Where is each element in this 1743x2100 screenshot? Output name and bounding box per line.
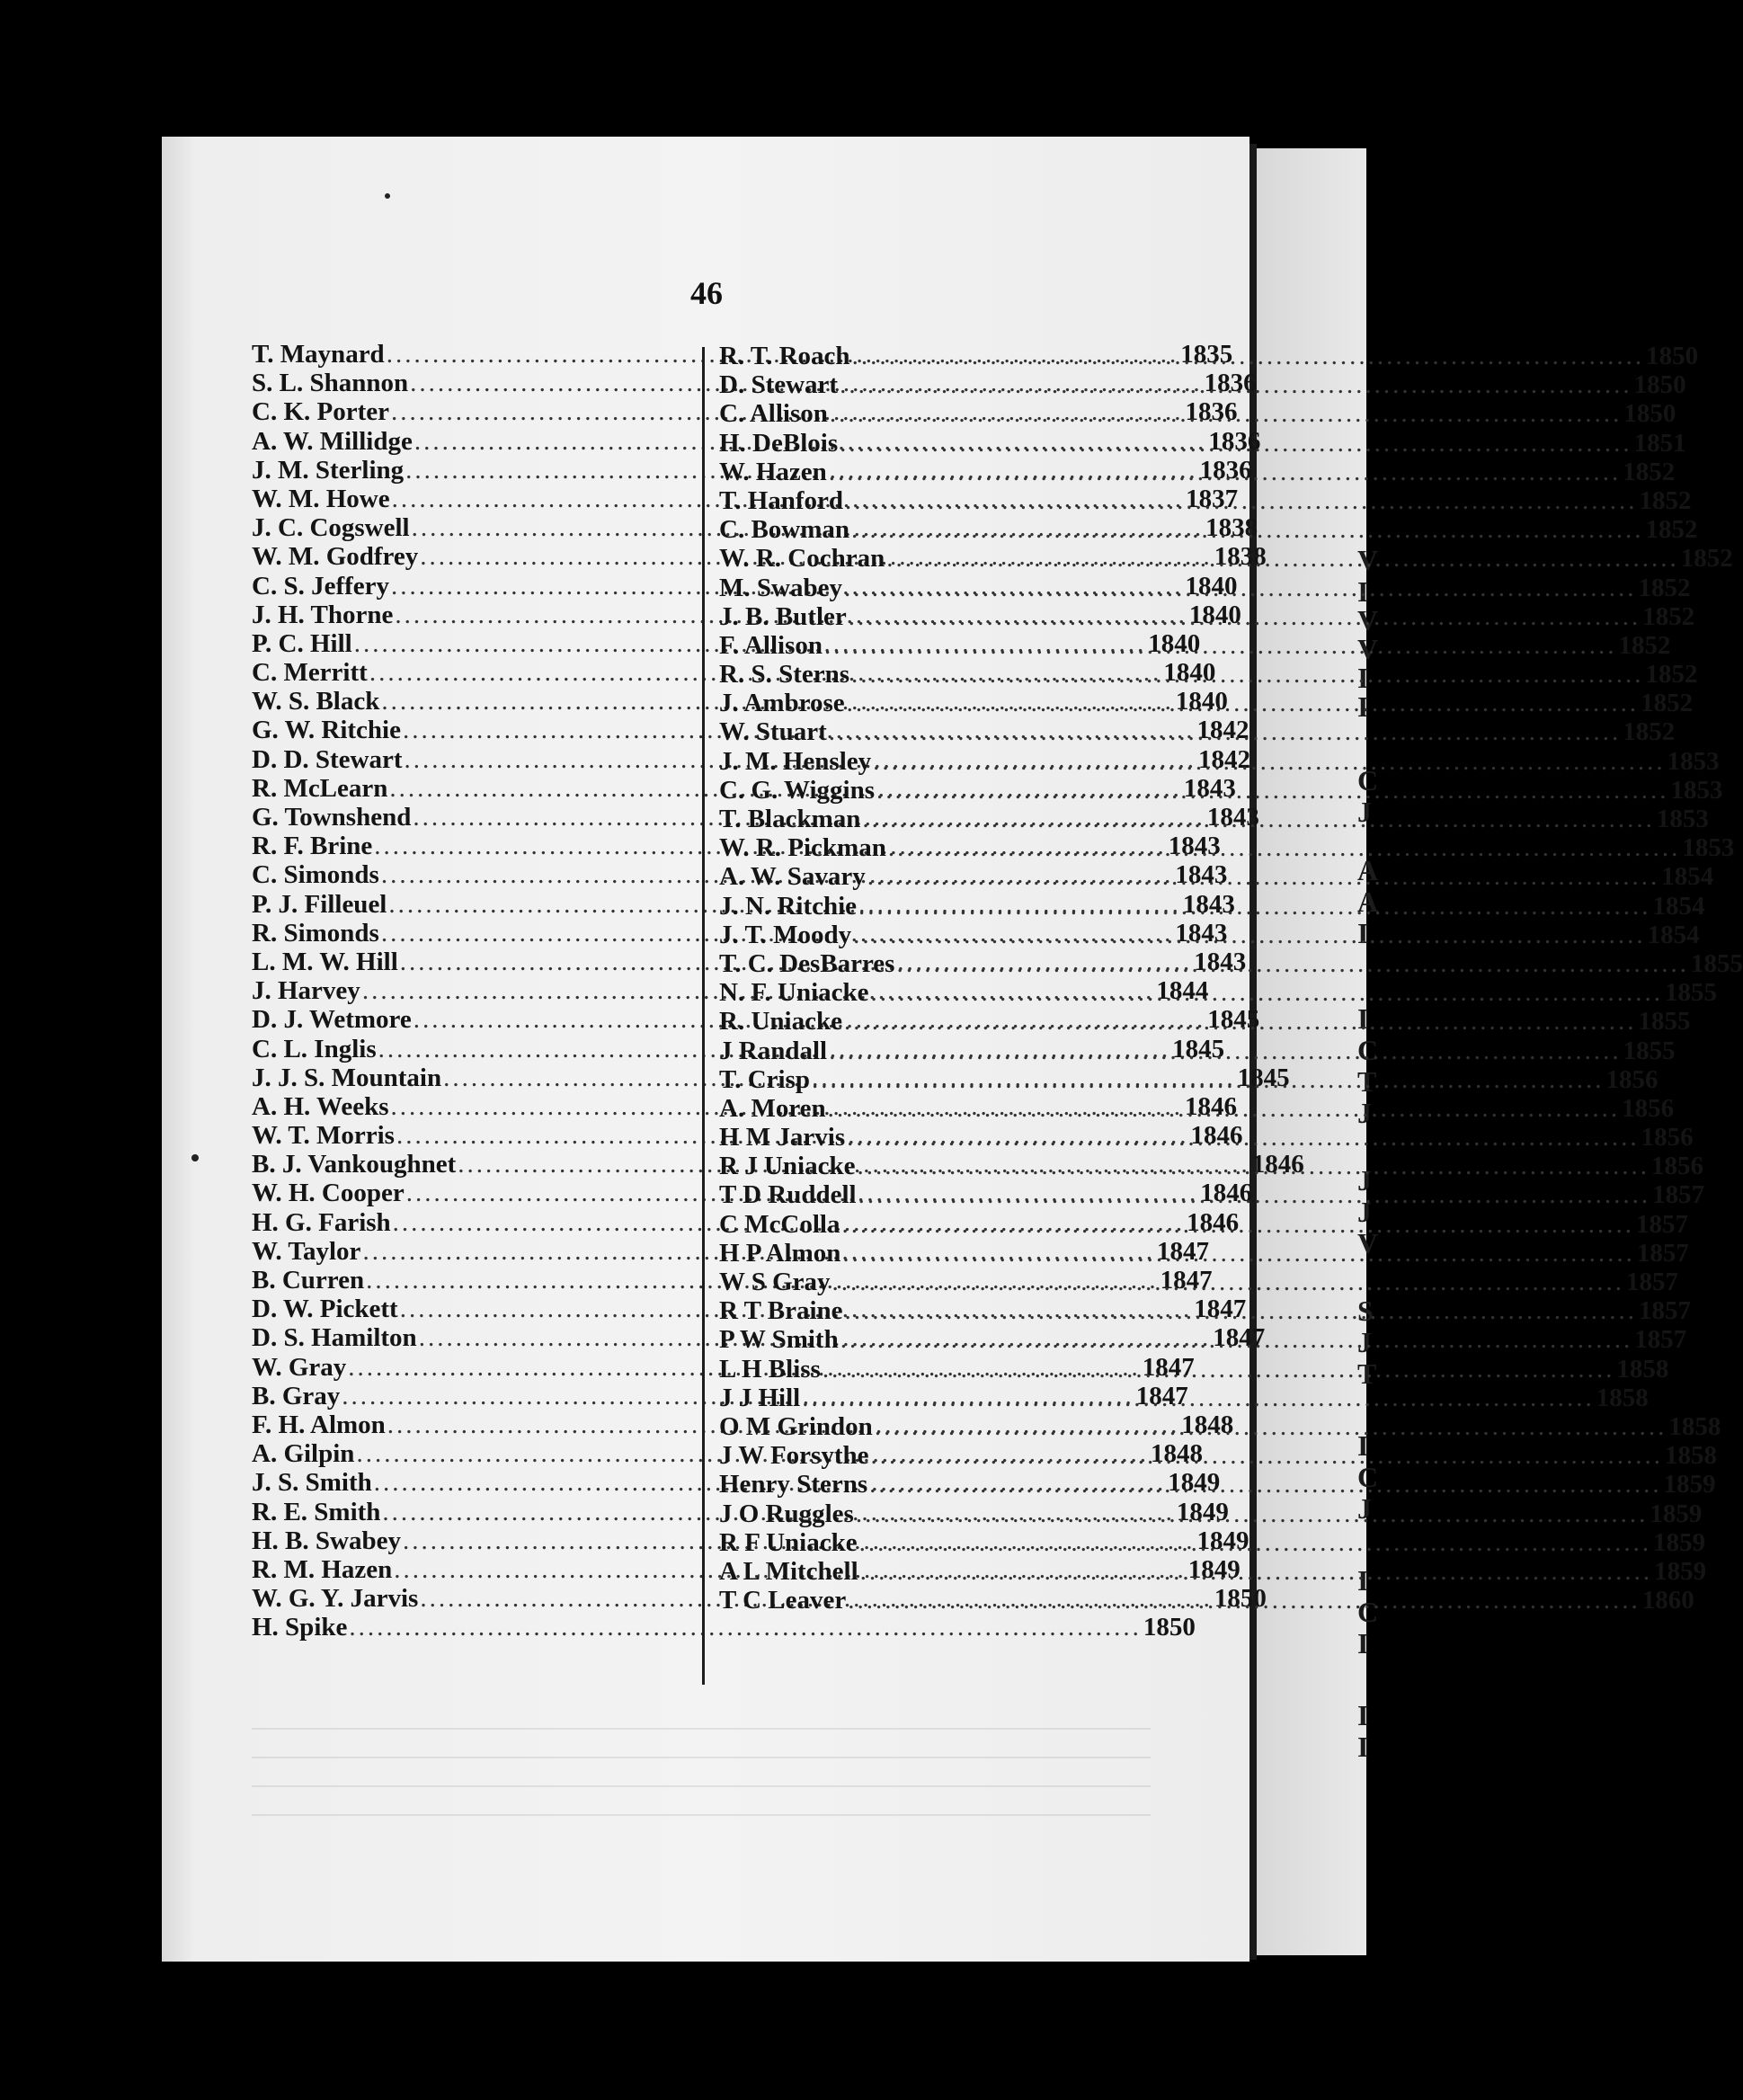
entry-name: B. J. Vankoughnet (252, 1150, 457, 1179)
dot-leader (875, 1412, 1667, 1442)
entry-name: L H Bliss (719, 1354, 821, 1384)
adjacent-page-glyph: J (1357, 1164, 1372, 1197)
dot-leader (862, 805, 1655, 834)
page-number: 46 (690, 275, 723, 311)
dot-leader (888, 833, 1681, 863)
entry-year: 1853 (1682, 833, 1735, 863)
dot-leader (844, 1007, 1637, 1037)
entry-name: C. K. Porter (252, 397, 389, 427)
list-item (252, 1613, 1196, 1642)
adjacent-page-glyph: C (1357, 1461, 1379, 1493)
dot-leader (840, 370, 1632, 400)
entry-name: C. L. Inglis (252, 1034, 377, 1063)
adjacent-page-glyph: J (1357, 796, 1372, 828)
entry-name: D. S. Hamilton (252, 1323, 417, 1353)
entry-name: H P Almon (719, 1238, 841, 1268)
entry-name: J. M. Hensley (719, 746, 872, 776)
entry-year: 1849 (1168, 1468, 1221, 1498)
adjacent-page-glyph: J (1357, 1326, 1372, 1358)
adjacent-page-glyph: C (1357, 764, 1379, 796)
entry-year: 1858 (1664, 1441, 1717, 1471)
dot-leader (886, 544, 1679, 574)
dot-leader (856, 1499, 1649, 1529)
adjacent-page-glyph: T (1357, 1065, 1377, 1098)
entry-year: 1836 (1185, 397, 1238, 427)
entry-name: C. Simonds (252, 860, 379, 890)
entry-name: C. G. Wiggins (719, 775, 875, 805)
entry-name: J W Forsythe (719, 1441, 869, 1471)
entry-name: B. Gray (252, 1381, 341, 1410)
entry-name: N. F. Uniacke (719, 978, 869, 1008)
entry-year: 1853 (1667, 746, 1720, 776)
entry-name: R T Braine (719, 1296, 843, 1326)
entry-year: 1838 (1214, 542, 1267, 572)
entry-name: T. Crisp (719, 1064, 810, 1094)
entry-name: C. Merritt (252, 658, 368, 688)
entry-year: 1843 (1206, 803, 1259, 832)
entry-year: 1847 (1194, 1295, 1247, 1324)
entry-name: J. S. Smith (252, 1468, 372, 1498)
entry-name: A. H. Weeks (252, 1091, 389, 1121)
dot-leader (873, 744, 1666, 777)
dot-leader (847, 1123, 1640, 1152)
entry-year: 1852 (1618, 630, 1671, 660)
entry-name: F. H. Almon (252, 1410, 386, 1439)
entry-year: 1855 (1690, 948, 1743, 978)
entry-name: R. M. Hazen (252, 1554, 393, 1584)
entry-name: A L Mitchell (719, 1556, 858, 1586)
entry-name: C. S. Jeffery (252, 571, 390, 601)
entry-year: 1838 (1205, 513, 1258, 543)
dot-leader (845, 1296, 1638, 1326)
adjacent-page-glyph: C (1357, 1034, 1379, 1066)
entry-year: 1854 (1647, 920, 1700, 949)
entry-name: D. D. Stewart (252, 744, 403, 774)
entry-year: 1850 (1633, 370, 1686, 400)
dot-leader (848, 1586, 1641, 1615)
entry-year: 1850 (1646, 342, 1699, 370)
entry-name: T. C. DesBarres (719, 948, 895, 978)
entry-name: S. L. Shannon (252, 369, 409, 398)
entry-name: J. M. Sterling (252, 455, 405, 485)
entry-year: 1843 (1175, 860, 1228, 890)
entry-year: 1855 (1623, 1036, 1676, 1065)
entry-year: 1836 (1208, 426, 1261, 456)
entry-name: R. T. Roach (719, 342, 850, 370)
entry-year: 1846 (1200, 1179, 1253, 1208)
adjacent-page-glyph: V (1357, 1227, 1379, 1259)
adjacent-page-glyph: I (1357, 662, 1369, 694)
entry-year: 1846 (1190, 1121, 1243, 1151)
entry-name: W. Hazen (719, 457, 827, 486)
dot-leader (858, 889, 1651, 921)
entry-name: H. DeBlois (719, 428, 839, 458)
entry-year: 1846 (1251, 1150, 1304, 1179)
entry-name: T C Leaver (719, 1586, 847, 1615)
entry-year: 1857 (1639, 1296, 1692, 1326)
entry-year: 1850 (1214, 1584, 1267, 1614)
entry-name: B. Curren (252, 1266, 365, 1295)
entry-year: 1840 (1175, 687, 1228, 716)
entry-year: 1842 (1196, 716, 1249, 745)
dot-leader (830, 399, 1623, 429)
entry-name: W. M. Godfrey (252, 542, 419, 572)
entry-year: 1843 (1182, 889, 1235, 919)
entry-name: F. Allison (719, 630, 823, 660)
dot-leader (857, 1152, 1650, 1181)
entry-year: 1848 (1150, 1439, 1203, 1469)
entry-name: A. Gilpin (252, 1439, 355, 1469)
entry-name: Henry Sterns (719, 1470, 868, 1499)
entry-year: 1852 (1639, 485, 1692, 515)
dot-leader (869, 1470, 1662, 1499)
dot-leader (845, 486, 1638, 516)
entry-year: 1859 (1663, 1470, 1716, 1499)
entry-year: 1851 (1633, 428, 1686, 458)
entry-year: 1853 (1670, 775, 1723, 805)
entry-name: C. Bowman (719, 515, 850, 545)
entry-year: 1855 (1638, 1007, 1691, 1037)
dot-leader (860, 1554, 1653, 1587)
entry-year: 1847 (1213, 1323, 1266, 1353)
entry-year: 1852 (1641, 689, 1694, 718)
entry-year: 1846 (1187, 1207, 1240, 1237)
ink-speck (385, 193, 390, 199)
entry-year: 1840 (1148, 628, 1201, 658)
entry-name: D. W. Pickett (252, 1295, 398, 1324)
dot-leader (853, 918, 1646, 950)
dot-leader (876, 773, 1669, 805)
entry-name: W. S. Black (252, 687, 380, 716)
entry-name: L. M. W. Hill (252, 947, 398, 976)
dot-leader (829, 1034, 1622, 1066)
dot-leader (847, 689, 1640, 718)
entry-name: M. Swabey (719, 573, 842, 602)
entry-name: R. F. Brine (252, 832, 373, 861)
entry-year: 1854 (1652, 891, 1705, 921)
entry-name: D. J. Wetmore (252, 1005, 412, 1035)
entry-name: D. Stewart (719, 370, 839, 400)
entry-name: J. J. S. Mountain (252, 1063, 442, 1092)
entry-name: R. E. Smith (252, 1497, 381, 1526)
entry-name: O M Grindon (719, 1411, 873, 1441)
dot-leader (844, 571, 1637, 603)
entry-name: W. R. Cochran (719, 544, 885, 574)
entry-year: 1845 (1172, 1034, 1225, 1063)
entry-name: R. Uniacke (719, 1007, 842, 1037)
entry-name: W. Stuart (719, 717, 827, 747)
entry-name: G. W. Ritchie (252, 716, 401, 745)
entry-year: 1836 (1204, 369, 1257, 398)
adjacent-page-glyph: S (1357, 1295, 1374, 1327)
entry-year: 1854 (1661, 862, 1714, 892)
entry-name: J. H. Thorne (252, 600, 394, 629)
entry-name: T. Hanford (719, 485, 844, 515)
adjacent-page-glyph: I (1357, 1002, 1369, 1035)
dot-leader (832, 1268, 1625, 1297)
adjacent-page-glyph: J (1357, 1097, 1372, 1129)
entry-name: T D Ruddell (719, 1180, 857, 1210)
entry-name: R J Uniacke (719, 1152, 856, 1181)
entry-year: 1847 (1142, 1352, 1195, 1382)
entry-year: 1846 (1185, 1091, 1238, 1121)
entry-year: 1849 (1187, 1554, 1241, 1584)
entry-name: G. Townshend (252, 803, 412, 832)
entry-name: J. C. Cogswell (252, 513, 410, 543)
adjacent-page-glyph: J (1357, 1492, 1372, 1525)
adjacent-page-glyph: V (1357, 544, 1379, 576)
entry-name: J. T. Moody (719, 920, 852, 949)
dot-leader (852, 342, 1645, 371)
dot-leader (828, 1091, 1621, 1124)
dot-leader (842, 1236, 1635, 1268)
dot-leader (871, 978, 1664, 1008)
adjacent-page-glyph: I (1357, 917, 1369, 949)
entry-name: W. T. Morris (252, 1121, 395, 1151)
entry-name: P W Smith (719, 1325, 839, 1355)
dot-leader (840, 426, 1632, 458)
dot-leader (851, 660, 1644, 690)
entry-year: 1843 (1183, 773, 1236, 803)
adjacent-page-glyph: I (1357, 1429, 1369, 1462)
entry-name: J. N. Ritchie (719, 891, 858, 921)
entry-name: P. C. Hill (252, 628, 352, 658)
entry-year: 1845 (1237, 1063, 1290, 1092)
entry-name: J O Ruggles (719, 1499, 854, 1528)
entry-name: R F Uniacke (719, 1527, 858, 1557)
dot-leader (824, 628, 1617, 661)
entry-year: 1843 (1168, 832, 1221, 861)
entry-year: 1840 (1163, 658, 1216, 688)
entry-year: 1837 (1186, 484, 1239, 513)
adjacent-page-glyph: V (1357, 604, 1379, 636)
entry-name: J Randall (719, 1036, 828, 1065)
adjacent-page-glyph: A (1357, 885, 1379, 918)
entry-year: 1857 (1626, 1268, 1679, 1296)
entry-year: 1850 (1623, 399, 1676, 429)
entry-year: 1857 (1636, 1238, 1689, 1268)
adjacent-page-glyph: I (1357, 690, 1369, 723)
adjacent-page-glyph: I (1357, 1731, 1369, 1763)
entry-year: 1835 (1180, 340, 1233, 369)
entry-year: 1847 (1160, 1266, 1213, 1295)
entry-year: 1852 (1680, 544, 1733, 574)
dot-leader (840, 1325, 1633, 1355)
entry-name: H. B. Swabey (252, 1526, 401, 1555)
dot-leader (851, 515, 1644, 545)
dot-leader (867, 862, 1660, 892)
dot-leader (858, 1180, 1651, 1210)
entry-year: 1856 (1605, 1064, 1659, 1094)
entry-year: 1855 (1665, 978, 1717, 1008)
entry-year: 1844 (1156, 976, 1209, 1006)
bleed-through-text (252, 1708, 1151, 1816)
dot-leader (829, 455, 1622, 487)
entry-name: H M Jarvis (719, 1123, 846, 1152)
entry-name: R. McLearn (252, 773, 388, 803)
dot-leader (896, 949, 1689, 979)
entry-year: 1852 (1642, 601, 1695, 631)
entry-year: 1849 (1176, 1497, 1229, 1526)
adjacent-page-glyph: T (1357, 1357, 1377, 1390)
entry-name: A. W. Millidge (252, 426, 413, 456)
entry-name: T. Maynard (252, 340, 385, 369)
entry-year: 1857 (1634, 1325, 1687, 1355)
column-divider (702, 347, 705, 1685)
entry-name: W. M. Howe (252, 484, 390, 513)
adjacent-page-glyph: C (1357, 1596, 1379, 1628)
adjacent-page-glyph: J (1357, 1196, 1372, 1228)
entry-name: J. Ambrose (719, 689, 845, 718)
entry-year: 1852 (1638, 573, 1691, 602)
adjacent-page-glyph: V (1357, 633, 1379, 665)
entry-year: 1847 (1135, 1381, 1188, 1410)
entry-year: 1860 (1641, 1586, 1694, 1615)
entry-year: 1836 (1199, 455, 1252, 485)
entry-name: C McColla (719, 1209, 840, 1239)
entry-year: 1858 (1668, 1411, 1721, 1441)
entry-year: 1852 (1623, 717, 1676, 747)
dot-leader (859, 1528, 1652, 1558)
adjacent-page-glyph: I (1357, 1564, 1369, 1597)
entry-name: H. Spike (252, 1613, 348, 1642)
entry-name: P. J. Filleuel (252, 889, 387, 919)
adjacent-page-glyph: I (1357, 575, 1369, 608)
ink-speck (191, 1154, 199, 1161)
entry-year: 1842 (1198, 744, 1251, 774)
entry-name: J J Hill (719, 1383, 801, 1412)
adjacent-page-glyph: A (1357, 854, 1379, 886)
entry-year: 1840 (1188, 600, 1241, 629)
entry-name: C. Allison (719, 399, 828, 429)
dot-leader (849, 602, 1641, 632)
dot-leader (349, 1613, 1142, 1642)
entry-year: 1852 (1645, 660, 1698, 690)
entry-year: 1859 (1650, 1499, 1703, 1528)
entry-name: A. W. Savary (719, 862, 866, 892)
entry-name: J. B. Butler (719, 601, 847, 631)
dot-leader (823, 1352, 1615, 1384)
entry-name: W. Taylor (252, 1236, 361, 1266)
entry-year: 1850 (1143, 1613, 1196, 1642)
entry-year: 1843 (1194, 947, 1247, 976)
entry-year: 1848 (1181, 1410, 1234, 1439)
dot-leader (842, 1207, 1635, 1240)
entry-name: A. Moren (719, 1093, 826, 1123)
dot-leader (870, 1441, 1663, 1471)
entry-year: 1847 (1156, 1236, 1209, 1266)
entry-year: 1857 (1636, 1209, 1688, 1239)
entry-name: R. Simonds (252, 918, 379, 948)
entry-name: W. G. Y. Jarvis (252, 1584, 419, 1614)
entry-year: 1852 (1623, 457, 1676, 486)
adjacent-page-glyph: I (1357, 1627, 1369, 1660)
entry-year: 1856 (1622, 1093, 1675, 1123)
entry-year: 1849 (1196, 1526, 1249, 1555)
entry-year: 1858 (1616, 1354, 1669, 1384)
entry-year: 1845 (1207, 1005, 1260, 1035)
entry-name: J. Harvey (252, 976, 360, 1006)
entry-name: W. H. Cooper (252, 1179, 405, 1208)
entry-year: 1858 (1596, 1383, 1649, 1412)
entry-name: W. R. Pickman (719, 833, 886, 863)
entry-year: 1853 (1656, 805, 1709, 833)
entry-year: 1840 (1185, 571, 1238, 601)
entry-name: R. S. Sterns (719, 660, 850, 690)
entry-year: 1856 (1641, 1123, 1694, 1152)
dot-leader (802, 1381, 1595, 1413)
entry-year: 1859 (1654, 1556, 1707, 1586)
entry-year: 1843 (1175, 918, 1228, 948)
entry-year: 1856 (1650, 1152, 1703, 1181)
dot-leader (812, 1065, 1605, 1095)
entry-name: W. Gray (252, 1352, 347, 1382)
entry-name: T. Blackman (719, 805, 861, 833)
entry-name: W S Gray (719, 1268, 831, 1296)
entry-year: 1857 (1652, 1180, 1705, 1210)
entry-year: 1852 (1645, 515, 1698, 545)
entry-year: 1859 (1653, 1527, 1706, 1557)
dot-leader (829, 717, 1622, 747)
adjacent-page-glyph: I (1357, 1699, 1369, 1731)
entry-name: H. G. Farish (252, 1207, 391, 1237)
